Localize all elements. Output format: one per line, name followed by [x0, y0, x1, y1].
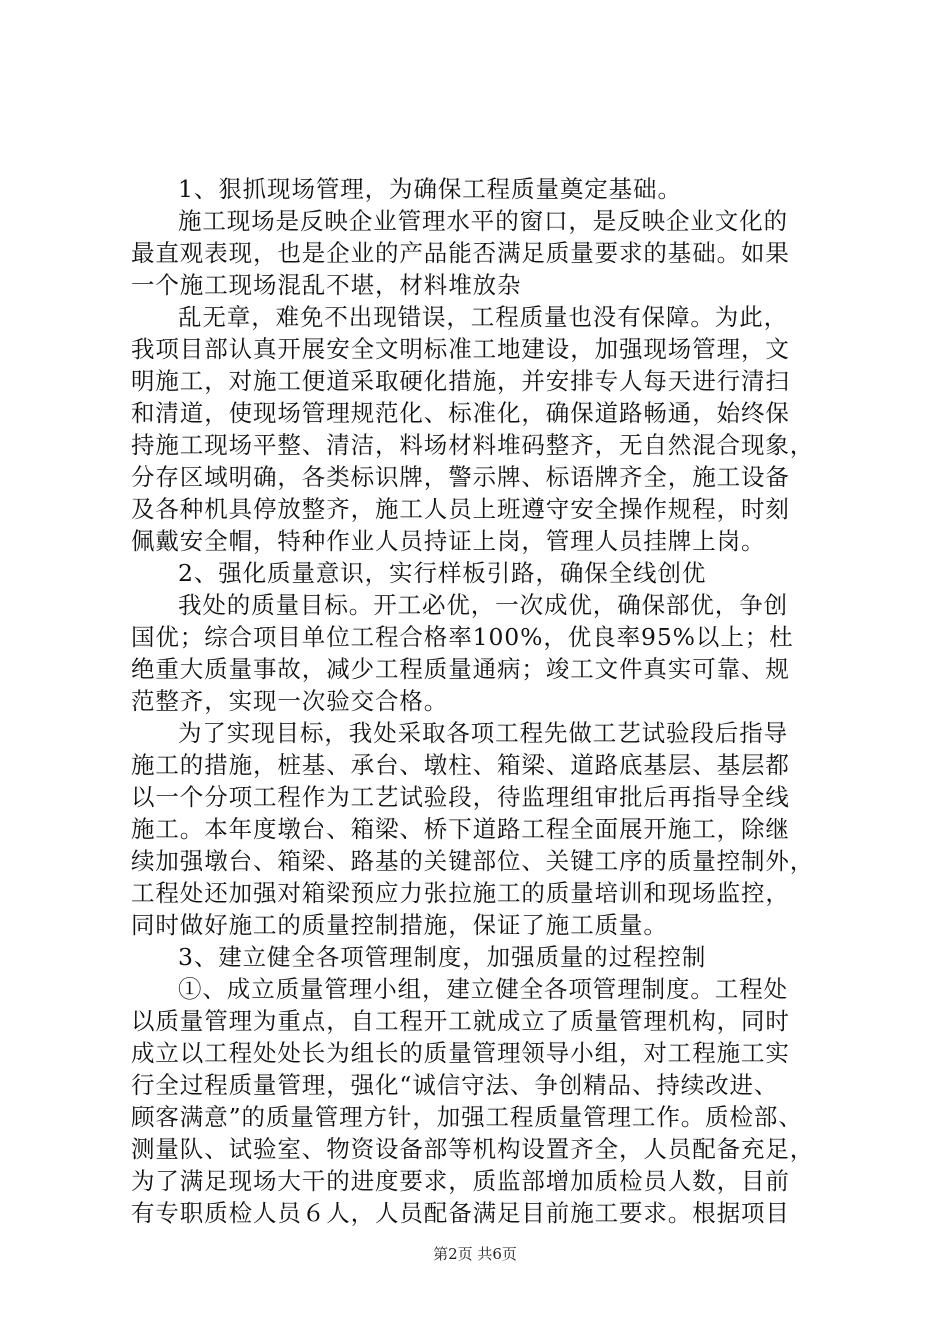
text-line: 分存区域明确，各类标识牌，警示牌、标语牌齐全，施工设备	[131, 463, 790, 491]
text-line: 顾客满意”的质量管理方针，加强工程质量管理工作。质检部、	[131, 1103, 803, 1131]
page-footer: 第2页 共6页	[433, 1245, 517, 1263]
text-line: 为了实现目标，我处采取各项工程先做工艺试验段后指导	[178, 719, 788, 747]
text-line: 施工的措施，桩基、承台、墩柱、箱梁、道路底基层、基层都	[131, 751, 790, 779]
text-line: 同时做好施工的质量控制措施，保证了施工质量。	[131, 911, 668, 939]
text-line: 一个施工现场混乱不堪，材料堆放杂	[131, 271, 522, 299]
text-line: 1、狠抓现场管理，为确保工程质量奠定基础。	[178, 175, 682, 203]
text-line: 施工现场是反映企业管理水平的窗口，是反映企业文化的	[178, 207, 788, 235]
text-line: 工程处还加强对箱梁预应力张拉施工的质量培训和现场监控，	[131, 879, 790, 907]
document-body	[131, 173, 836, 1229]
text-line: 2、强化质量意识，实行样板引路，确保全线创优	[178, 559, 707, 587]
text-line: 以一个分项工程作为工艺试验段，待监理组审批后再指导全线	[131, 783, 790, 811]
text-line: 续加强墩台、箱梁、路基的关键部位、关键工序的质量控制外，	[131, 847, 815, 875]
text-line: 施工。本年度墩台、箱梁、桥下道路工程全面展开施工，除继	[131, 815, 790, 843]
text-line: 明施工，对施工便道采取硬化措施，并安排专人每天进行清扫	[131, 367, 790, 395]
text-line: 行全过程质量管理，强化“诚信守法、争创精品、持续改进、	[131, 1071, 779, 1099]
text-line: 有专职质检人员６人，人员配备满足目前施工要求。根据项目	[131, 1199, 790, 1227]
text-line: 范整齐，实现一次验交合格。	[131, 687, 449, 715]
text-line: 成立以工程处处长为组长的质量管理领导小组，对工程施工实	[131, 1039, 790, 1067]
text-line: 乱无章，难免不出现错误，工程质量也没有保障。为此，	[178, 303, 788, 331]
text-line: 绝重大质量事故，减少工程质量通病；竣工文件真实可靠、规	[131, 655, 790, 683]
text-line: 最直观表现，也是企业的产品能否满足质量要求的基础。如果	[131, 239, 790, 267]
text-line: 国优；综合项目单位工程合格率100%，优良率95%以上；杜	[131, 623, 794, 651]
text-line: 及各种机具停放整齐，施工人员上班遵守安全操作规程，时刻	[131, 495, 790, 523]
text-line: 我项目部认真开展安全文明标准工地建设，加强现场管理，文	[131, 335, 790, 363]
text-line: 为了满足现场大干的进度要求，质监部增加质检员人数，目前	[131, 1167, 790, 1195]
text-line: 测量队、试验室、物资设备部等机构设置齐全，人员配备充足，	[131, 1135, 815, 1163]
text-line: 和清道，使现场管理规范化、标准化，确保道路畅通，始终保	[131, 399, 790, 427]
text-line: 3、建立健全各项管理制度，加强质量的过程控制	[178, 943, 707, 971]
text-line: ①、成立质量管理小组，建立健全各项管理制度。工程处	[178, 975, 788, 1003]
text-line: 以质量管理为重点，自工程开工就成立了质量管理机构，同时	[131, 1007, 790, 1035]
text-line: 佩戴安全帽，特种作业人员持证上岗，管理人员挂牌上岗。	[131, 527, 766, 555]
text-line: 我处的质量目标。开工必优，一次成优，确保部优，争创	[178, 591, 788, 619]
text-line: 持施工现场平整、清洁，料场材料堆码整齐，无自然混合现象，	[131, 431, 815, 459]
